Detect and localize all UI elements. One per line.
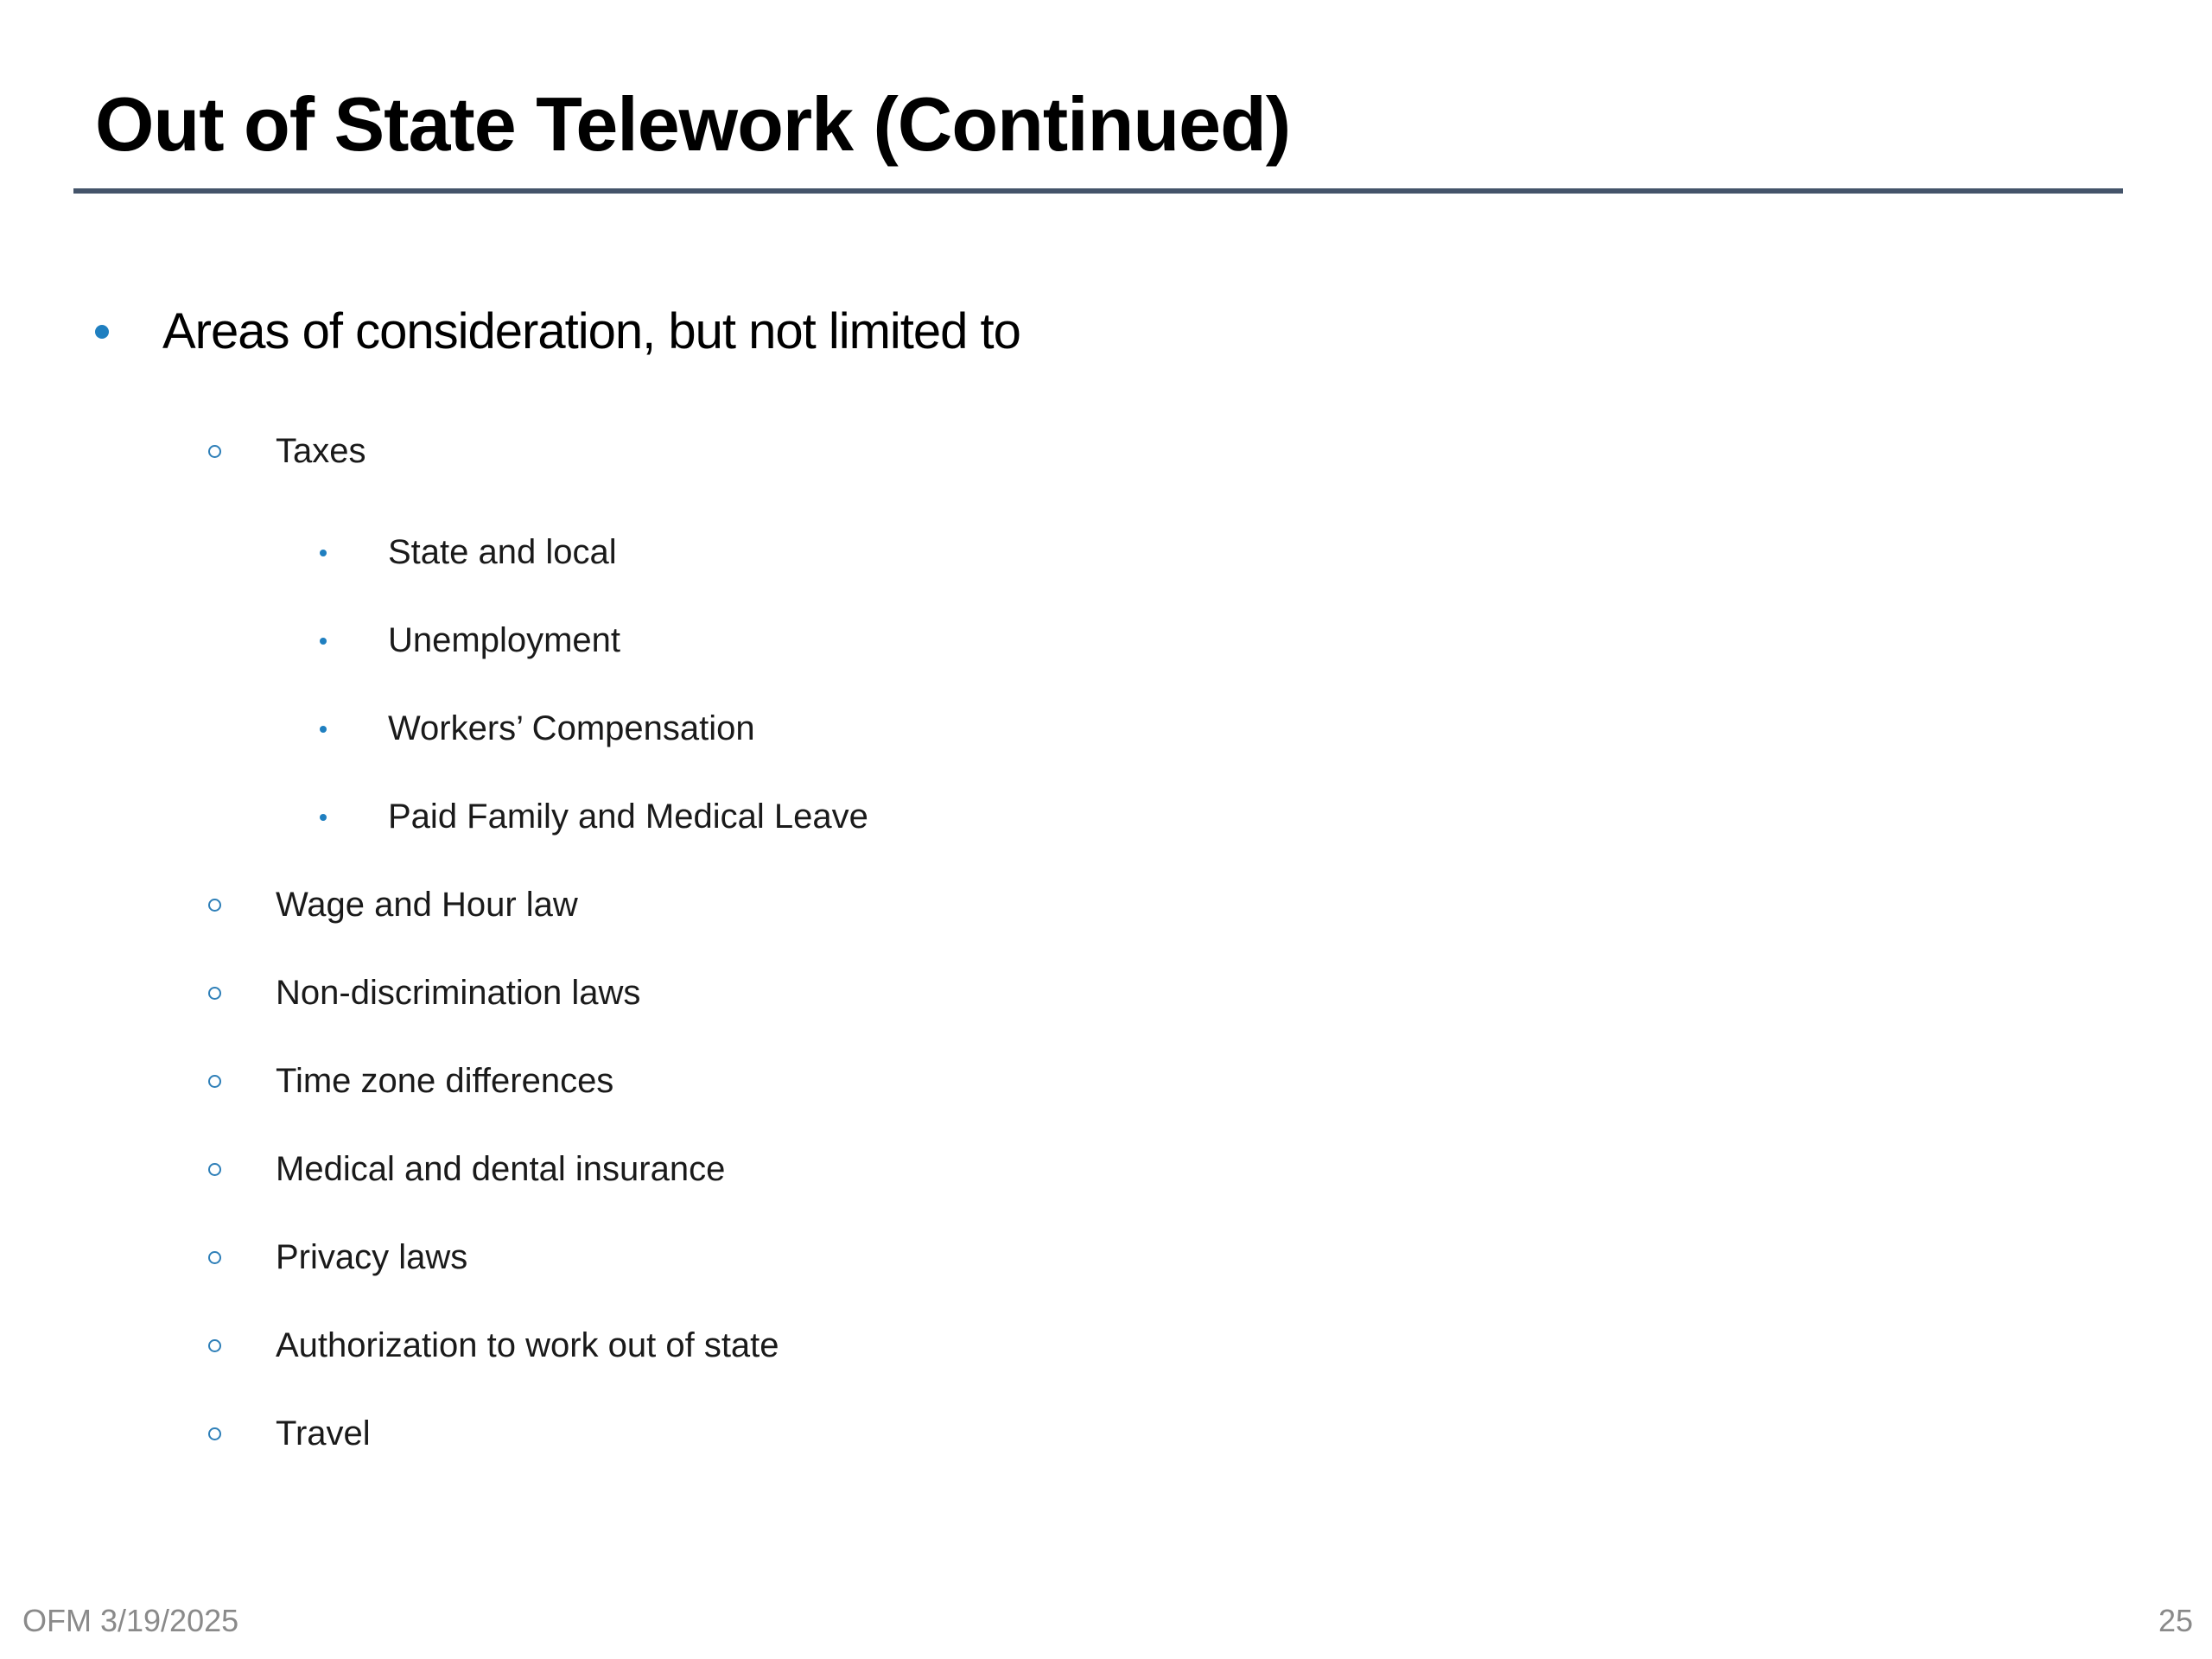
list-item-text: Wage and Hour law xyxy=(276,886,578,924)
list-item-text: Non-discrimination laws xyxy=(276,974,641,1012)
list-item-medical-dental xyxy=(208,1150,725,1189)
bullet-dot-icon xyxy=(95,325,109,339)
list-item-travel xyxy=(208,1414,371,1453)
list-item-privacy-laws xyxy=(208,1238,467,1277)
hollow-circle-bullet-icon xyxy=(208,1339,221,1352)
hollow-circle-bullet-icon xyxy=(208,1163,221,1176)
hollow-circle-bullet-icon xyxy=(208,1427,221,1440)
title-divider xyxy=(73,188,2123,194)
sub-item-unemployment xyxy=(320,621,620,660)
hollow-circle-bullet-icon xyxy=(208,987,221,1000)
hollow-circle-bullet-icon xyxy=(208,899,221,912)
list-item-wage-and-hour xyxy=(208,886,578,925)
sub-item-text: Workers’ Compensation xyxy=(388,709,755,747)
list-item-text: Medical and dental insurance xyxy=(276,1150,726,1188)
list-item-text: Authorization to work out of state xyxy=(276,1326,779,1364)
heading-bullet xyxy=(95,302,1020,360)
list-item-text: Taxes xyxy=(276,432,366,470)
sub-item-text: State and local xyxy=(388,533,617,571)
page-number: 25 xyxy=(2158,1603,2193,1638)
small-dot-bullet-icon xyxy=(320,814,327,821)
slide-title: Out of State Telework (Continued) xyxy=(95,81,1291,167)
list-item-time-zone xyxy=(208,1062,613,1101)
small-dot-bullet-icon xyxy=(320,726,327,733)
sub-item-paid-family-medical-leave xyxy=(320,798,868,836)
hollow-circle-bullet-icon xyxy=(208,445,221,458)
list-item-authorization xyxy=(208,1326,779,1365)
hollow-circle-bullet-icon xyxy=(208,1075,221,1088)
sub-item-text: Unemployment xyxy=(388,621,621,659)
small-dot-bullet-icon xyxy=(320,550,327,556)
list-item-text: Travel xyxy=(276,1414,371,1452)
heading-bullet-text: Areas of consideration, but not limited to xyxy=(162,303,1020,359)
list-item-taxes xyxy=(208,432,366,471)
hollow-circle-bullet-icon xyxy=(208,1251,221,1264)
sub-item-text: Paid Family and Medical Leave xyxy=(388,798,868,836)
small-dot-bullet-icon xyxy=(320,638,327,645)
list-item-text: Privacy laws xyxy=(276,1238,468,1276)
sub-item-state-and-local xyxy=(320,533,617,572)
list-item-text: Time zone differences xyxy=(276,1062,614,1100)
footer-date: OFM 3/19/2025 xyxy=(22,1603,239,1638)
list-item-non-discrimination xyxy=(208,974,640,1013)
sub-item-workers-compensation xyxy=(320,709,755,748)
